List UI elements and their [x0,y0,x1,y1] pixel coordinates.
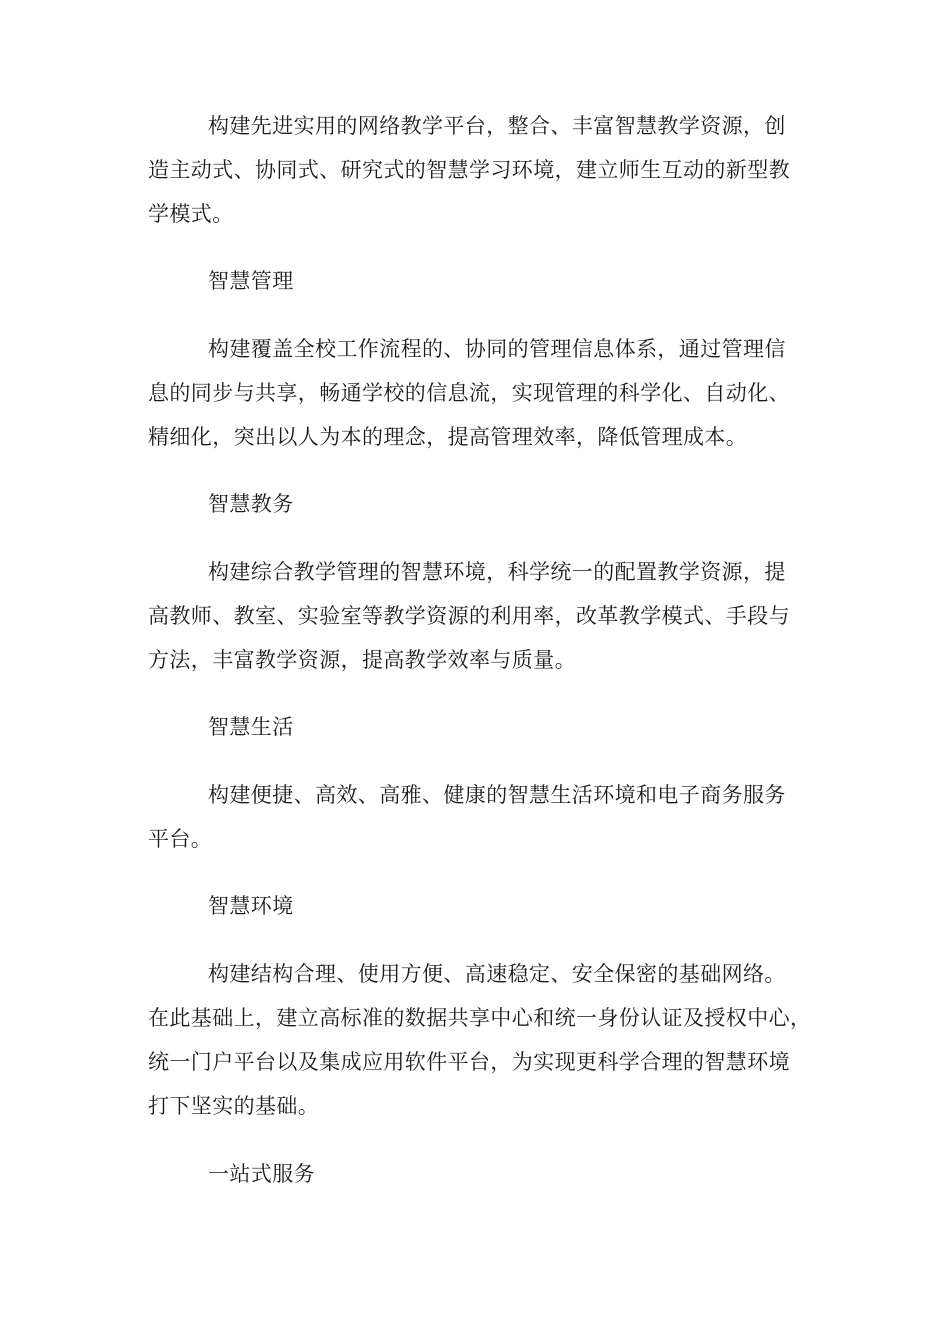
paragraph-line: 造主动式、协同式、研究式的智慧学习环境，建立师生互动的新型教 [148,158,790,182]
section-heading: 智慧生活 [208,715,294,739]
section-heading: 智慧教务 [208,492,294,516]
paragraph-line: 构建先进实用的网络教学平台，整合、丰富智慧教学资源，创 [208,114,786,138]
section-heading: 一站式服务 [208,1162,315,1186]
paragraph-line: 构建综合教学管理的智慧环境，科学统一的配置教学资源，提 [208,560,786,584]
paragraph-line: 统一门户平台以及集成应用软件平台，为实现更科学合理的智慧环境 [148,1050,790,1074]
paragraph-line: 构建覆盖全校工作流程的、协同的管理信息体系，通过管理信 [208,337,786,361]
paragraph-line: 平台。 [148,827,213,851]
paragraph-line: 方法，丰富教学资源，提高教学效率与质量。 [148,648,576,672]
section-heading: 智慧管理 [208,269,294,293]
paragraph-line: 精细化，突出以人为本的理念，提高管理效率，降低管理成本。 [148,425,748,449]
paragraph-line: 构建便捷、高效、高雅、健康的智慧生活环境和电子商务服务 [208,783,786,807]
paragraph-line: 打下坚实的基础。 [148,1094,320,1118]
section-heading: 智慧环境 [208,894,294,918]
paragraph-line: 在此基础上，建立高标准的数据共享中心和统一身份认证及授权中心， [148,1006,812,1030]
paragraph-line: 构建结构合理、使用方便、高速稳定、安全保密的基础网络。 [208,962,786,986]
paragraph-line: 息的同步与共享，畅通学校的信息流，实现管理的科学化、自动化、 [148,381,790,405]
paragraph-line: 高教师、教室、实验室等教学资源的利用率，改革教学模式、手段与 [148,604,790,628]
paragraph-line: 学模式。 [148,202,234,226]
